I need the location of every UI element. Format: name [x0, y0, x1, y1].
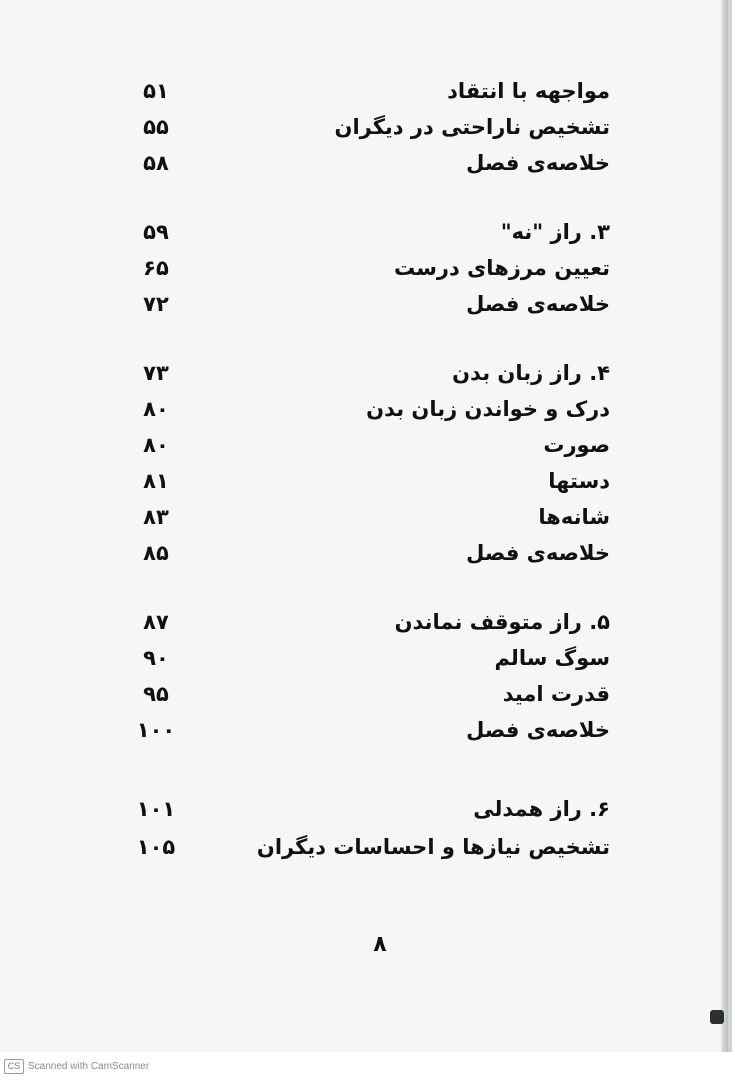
toc-chapter — [0, 356, 735, 390]
toc-entry-page: ۱۰۵ — [136, 835, 176, 859]
toc-entry-page: ۸۳ — [143, 505, 169, 529]
scanner-watermark — [4, 1058, 149, 1074]
toc-entry-page: ۵۸ — [143, 151, 169, 175]
toc-chapter — [0, 605, 735, 639]
toc-entry — [0, 392, 735, 426]
toc-chapter-title: ۵. راز متوقف نماندن — [394, 610, 610, 634]
toc-entry-page: ۶۵ — [143, 256, 169, 280]
toc-entry-title: صورت — [543, 433, 610, 457]
toc-entry — [0, 536, 735, 570]
toc-entry — [0, 110, 735, 144]
toc-entry — [0, 500, 735, 534]
camscanner-logo-icon: CS — [4, 1059, 24, 1074]
toc-entry-title: خلاصه‌ی فصل — [466, 541, 610, 565]
toc-entry-page: ۹۵ — [143, 682, 169, 706]
toc-chapter-page: ۷۳ — [143, 361, 169, 385]
toc-entry-page: ۷۲ — [143, 292, 169, 316]
toc-entry-page: ۸۰ — [143, 397, 169, 421]
page-number: ۸ — [373, 932, 387, 957]
toc-chapter-title: ۳. راز "نه" — [500, 220, 610, 244]
toc-entry-title: سوگ سالم — [494, 646, 610, 670]
toc-entry — [0, 428, 735, 462]
toc-chapter-page: ۱۰۱ — [136, 797, 176, 821]
toc-entry-title: مواجهه با انتقاد — [447, 79, 610, 103]
toc-entry — [0, 830, 735, 864]
toc-entry — [0, 74, 735, 108]
toc-entry-page: ۵۵ — [143, 115, 169, 139]
toc-chapter-page: ۸۷ — [143, 610, 169, 634]
toc-chapter — [0, 215, 735, 249]
toc-entry-title: تشخیص ناراحتی در دیگران — [334, 115, 610, 139]
toc-entry-page: ۸۰ — [143, 433, 169, 457]
toc-entry-title: خلاصه‌ی فصل — [466, 151, 610, 175]
toc-entry-page: ۵۱ — [143, 79, 169, 103]
toc-chapter-title: ۶. راز همدلی — [473, 797, 610, 821]
toc-entry-title: درک و خواندن زبان بدن — [366, 397, 610, 421]
toc-entry-page: ۹۰ — [143, 646, 169, 670]
toc-entry — [0, 146, 735, 180]
toc-entry-page: ۸۵ — [143, 541, 169, 565]
toc-entry-page: ۸۱ — [143, 469, 169, 493]
toc-entry-title: خلاصه‌ی فصل — [466, 718, 610, 742]
toc-chapter-page: ۵۹ — [143, 220, 169, 244]
toc-entry — [0, 287, 735, 321]
toc-entry — [0, 713, 735, 747]
toc-chapter-title: ۴. راز زبان بدن — [452, 361, 610, 385]
toc-entry — [0, 677, 735, 711]
toc-entry — [0, 641, 735, 675]
toc-entry-title: خلاصه‌ی فصل — [466, 292, 610, 316]
toc-entry-title: تعیین مرزهای درست — [394, 256, 610, 280]
toc-entry-title: قدرت امید — [502, 682, 610, 706]
toc-chapter — [0, 792, 735, 826]
toc-entry — [0, 251, 735, 285]
scanner-text: Scanned with CamScanner — [28, 1060, 150, 1072]
toc-entry-title: تشخیص نیازها و احساسات دیگران — [256, 835, 610, 859]
corner-mark — [710, 1010, 724, 1024]
toc-entry-title: دستها — [548, 469, 610, 493]
toc-entry — [0, 464, 735, 498]
toc-entry-title: شانه‌ها — [538, 505, 610, 529]
toc-entry-page: ۱۰۰ — [136, 718, 176, 742]
